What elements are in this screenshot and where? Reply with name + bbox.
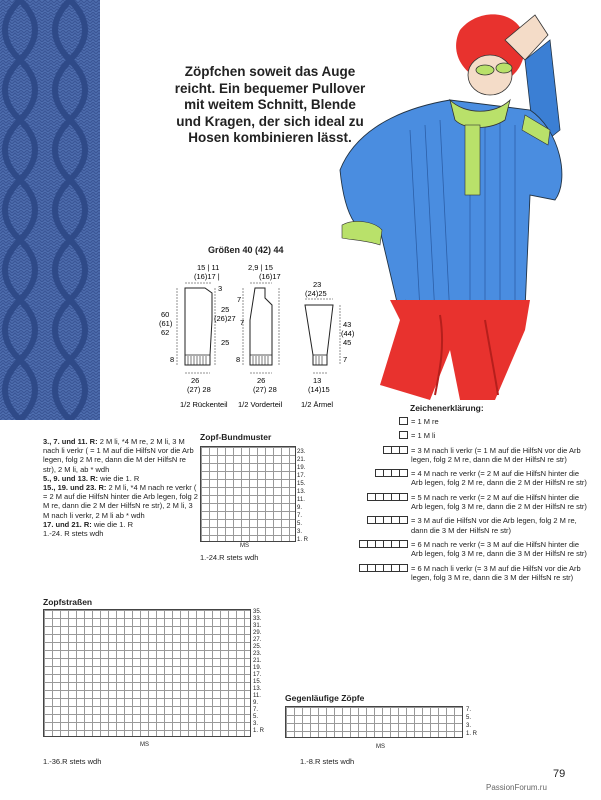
sleeve-height: 43 bbox=[343, 320, 352, 329]
instruction-line: 17. und 21. R: wie die 1. R bbox=[43, 519, 134, 529]
front-top-widths: 2,9 | 15 bbox=[248, 263, 273, 272]
back-dim-7: 7 bbox=[237, 295, 242, 304]
gegenlaeufige-chart bbox=[285, 706, 463, 738]
sleeve-rib-height: 7 bbox=[343, 355, 348, 364]
sleeve-bottom-width: 13 bbox=[313, 376, 322, 385]
sleeve-top-width: 23 bbox=[313, 280, 322, 289]
instruction-line: 3., 7. und 11. R: 2 M li, *4 M re, 2 M li, 3 M nach li verkr ( = 1 M auf die HilfsN vor die Arb legen, folg 2 M re, dann die M der HilfsN re str), 2 M li, ab * wdh bbox=[43, 437, 194, 474]
sleeve-caption: 1/2 Ärmel bbox=[301, 400, 334, 409]
front-rib-height: 8 bbox=[236, 355, 241, 364]
cable-3-left-symbol bbox=[383, 446, 408, 454]
cable-4-right-symbol bbox=[375, 469, 408, 477]
back-dim-25b: 25 bbox=[221, 338, 230, 347]
watermark: PassionForum.ru bbox=[486, 783, 547, 792]
legend-item: = 4 M nach re verkr (= 2 M auf die HilfsN hinter die Arb legen, folg 2 M re, dann die 2 M der HilfsN re str) bbox=[350, 469, 590, 488]
back-dim-25a: 25 bbox=[221, 305, 230, 314]
cable-5-left-symbol bbox=[367, 516, 408, 524]
sleeve-height-alt2: 45 bbox=[343, 338, 352, 347]
sleeve-top-width-sizes: (24)25 bbox=[305, 289, 327, 298]
gegenlaeufige-caption: 1.-8.R stets wdh bbox=[300, 757, 355, 766]
back-height-alt1: (61) bbox=[159, 319, 173, 328]
front-top-widths-sizes: (16)17 bbox=[259, 272, 281, 281]
front-bottom-width: 26 bbox=[257, 376, 266, 385]
zopfstrassen-row-numbers: 35. 33. 31. 29. 27. 25. 23. 21. 19. 17. 15. 13. 11. 9. 7. 5. 3. 1. R bbox=[253, 609, 265, 734]
front-bottom-width-sizes: (27) 28 bbox=[253, 385, 277, 394]
zopf-bund-ms: MS bbox=[240, 543, 249, 549]
headline: Zöpfchen soweit das Auge reicht. Ein bequemer Pullover mit weitem Schnitt, Blende und Kragen, der sich ideal zu Hosen kombinieren lässt. bbox=[174, 64, 366, 145]
zopf-bund-chart bbox=[200, 446, 296, 542]
zopfstrassen-ms: MS bbox=[140, 742, 149, 748]
legend-item: = 3 M auf die HilfsN vor die Arb legen, folg 2 M re, dann die 3 M der HilfsN re str) bbox=[350, 516, 590, 535]
back-height-alt2: 62 bbox=[161, 328, 170, 337]
zopf-bund-row-numbers: 23. 21. 19. 17. 15. 13. 11. 9. 7. 5. 3. 1. R bbox=[297, 449, 309, 543]
purl-stitch-symbol bbox=[399, 431, 408, 439]
cable-knit-swatch-photo bbox=[0, 0, 100, 420]
instruction-line: 15., 19. und 23. R: 2 M li, *4 M nach re verkr ( = 2 M auf die HilfsN hinter die Arb legen, folg 2 M re, dann die 2 M der HilfsN re str), 2 M li, 3 M nach li verkr, 2 M li ab * wdh bbox=[43, 483, 198, 520]
front-dim-7: 7 bbox=[240, 318, 245, 327]
zopf-bund-caption: 1.-24.R stets wdh bbox=[200, 553, 259, 562]
legend-item: = 1 M re bbox=[350, 417, 590, 426]
legend-item: = 6 M nach li verkr (= 3 M auf die HilfsN vor die Arb legen, folg 3 M re, dann die 3 M der HilfsN re str) bbox=[350, 564, 590, 583]
instruction-line: 1.-24. R stets wdh bbox=[43, 529, 104, 539]
legend-item: = 6 M nach re verkr (= 3 M auf die HilfsN hinter die Arb legen, folg 3 M re, dann die 3 M der HilfsN re str) bbox=[350, 540, 590, 559]
row-instructions bbox=[43, 437, 198, 538]
page-number: 79 bbox=[553, 768, 566, 780]
garment-schematics bbox=[155, 255, 370, 415]
back-caption: 1/2 Rückenteil bbox=[180, 400, 228, 409]
knit-stitch-symbol bbox=[399, 417, 408, 425]
back-top-widths: 15 | 11 bbox=[197, 263, 220, 272]
back-bottom-width: 26 bbox=[191, 376, 200, 385]
cable-6-right-symbol bbox=[359, 540, 408, 548]
back-dim-27: (26)27 bbox=[214, 314, 236, 323]
cable-6-left-symbol bbox=[359, 564, 408, 572]
sizes-title: Größen 40 (42) 44 bbox=[208, 245, 284, 255]
gegenlaeufige-row-numbers: 7. 5. 3. 1. R bbox=[466, 707, 478, 737]
gegenlaeufige-ms: MS bbox=[376, 744, 385, 750]
back-dim-3: 3 bbox=[218, 284, 223, 293]
zopfstrassen-chart bbox=[43, 609, 251, 737]
legend-title: Zeichenerklärung: bbox=[410, 403, 484, 413]
instruction-line: 5., 9. und 13. R: wie die 1. R bbox=[43, 473, 140, 483]
zopfstrassen-title: Zopfstraßen bbox=[43, 597, 93, 607]
zopf-bund-title: Zopf-Bundmuster bbox=[200, 432, 272, 442]
legend-item: = 3 M nach li verkr (= 1 M auf die HilfsN vor die Arb legen, folg 2 M re, dann die M der HilfsN re str) bbox=[350, 446, 590, 465]
back-height: 60 bbox=[161, 310, 170, 319]
back-bottom-width-sizes: (27) 28 bbox=[187, 385, 211, 394]
back-rib-height: 8 bbox=[170, 355, 175, 364]
zopfstrassen-caption: 1.-36.R stets wdh bbox=[43, 757, 102, 766]
gegenlaeufige-title: Gegenläufige Zöpfe bbox=[285, 693, 365, 703]
symbol-legend bbox=[350, 417, 590, 587]
back-top-widths-sizes: (16)17 | bbox=[194, 272, 220, 281]
cable-5-right-symbol bbox=[367, 493, 408, 501]
sleeve-height-alt1: (44) bbox=[341, 329, 355, 338]
sleeve-bottom-width-sizes: (14)15 bbox=[308, 385, 330, 394]
front-caption: 1/2 Vorderteil bbox=[238, 400, 283, 409]
legend-item: = 5 M nach re verkr (= 2 M auf die HilfsN hinter die Arb legen, folg 3 M re, dann die 2 M der HilfsN re str) bbox=[350, 493, 590, 512]
legend-item: = 1 M li bbox=[350, 431, 590, 440]
